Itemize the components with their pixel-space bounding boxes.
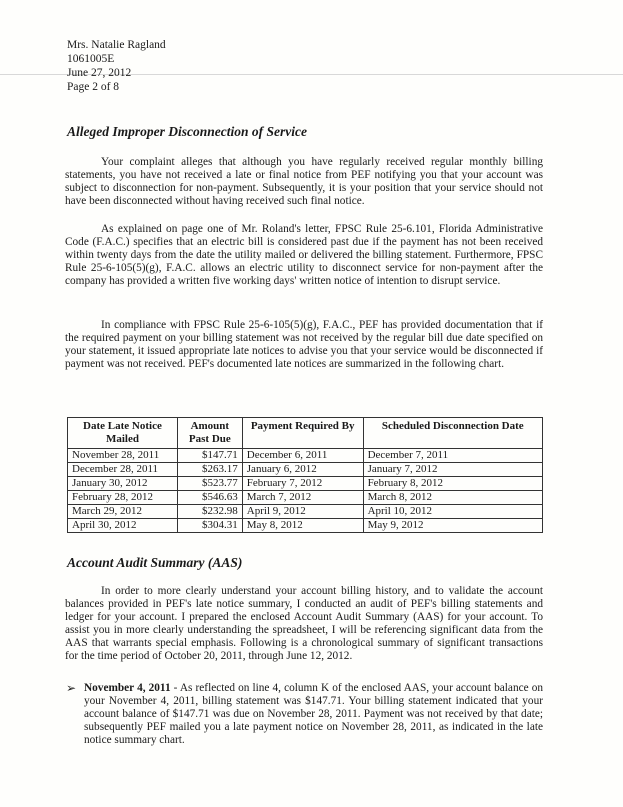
table-cell: $546.63 [177, 491, 242, 505]
table-cell: February 7, 2012 [242, 477, 363, 491]
paragraph-audit [65, 585, 543, 663]
table-cell: May 9, 2012 [363, 519, 542, 533]
table-cell: April 9, 2012 [242, 505, 363, 519]
table-cell: December 7, 2011 [363, 449, 542, 463]
table-header-row [68, 418, 543, 449]
table-cell: February 28, 2012 [68, 491, 178, 505]
table-row [68, 491, 543, 505]
paragraph-compliance-text: In compliance with FPSC Rule 25-6-105(5)(g), F.A.C., PEF has provided documentation that if the required payment on your billing statement was not received by the regular bill due date specified on your statement, it issued appropriate late notices to advise you that your service would be disconnected if payment was not received. PEF's documented late notices are summarized in the following chart. [65, 319, 543, 370]
table-cell: January 7, 2012 [363, 463, 542, 477]
table-cell: January 6, 2012 [242, 463, 363, 477]
table-row [68, 505, 543, 519]
table-cell: April 30, 2012 [68, 519, 178, 533]
table-cell: $232.98 [177, 505, 242, 519]
table-cell: $147.71 [177, 449, 242, 463]
bullet-lead-date: November 4, 2011 [84, 682, 171, 694]
table-row [68, 463, 543, 477]
column-header: Amount Past Due [177, 418, 242, 449]
account-number: 1061005E [67, 53, 115, 65]
column-header: Payment Required By [242, 418, 363, 449]
table-row [68, 477, 543, 491]
bullet-november-4 [66, 682, 543, 747]
table-cell: $304.31 [177, 519, 242, 533]
paragraph-audit-text: In order to more clearly understand your account billing history, and to validate the account balances provided in PEF's late notice summary, I conducted an audit of PEF's billing statements and ledger for your account. I prepared the enclosed Account Audit Summary (AAS) for your account. To assist you in more clearly understanding the spreadsheet, I will be referencing significant data from the AAS that warrants special emphasis. Following is a chronological summary of significant transactions for the time period of October 20, 2011, through June 12, 2012. [65, 585, 543, 662]
table-cell: $523.77 [177, 477, 242, 491]
letter-date: June 27, 2012 [67, 67, 132, 79]
recipient-name: Mrs. Natalie Ragland [67, 39, 166, 51]
table-cell: March 7, 2012 [242, 491, 363, 505]
late-notice-table [67, 417, 543, 533]
table-cell: April 10, 2012 [363, 505, 542, 519]
page-number: Page 2 of 8 [67, 81, 120, 93]
table-cell: December 28, 2011 [68, 463, 178, 477]
paragraph-complaint-text: Your complaint alleges that although you have regularly received regular monthly billing statements, you have not received a late or final notice from PEF notifying you that your account was subject to disconnection for non-payment. Subsequently, it is your position that your service should not have been disconnected without having received such final notice. [65, 156, 543, 207]
table-cell: May 8, 2012 [242, 519, 363, 533]
table-cell: January 30, 2012 [68, 477, 178, 491]
column-header: Scheduled Disconnection Date [363, 418, 542, 449]
table-row [68, 449, 543, 463]
table-cell: $263.17 [177, 463, 242, 477]
table-cell: November 28, 2011 [68, 449, 178, 463]
table-cell: March 29, 2012 [68, 505, 178, 519]
section-title-disconnection: Alleged Improper Disconnection of Service [67, 124, 307, 139]
table-cell: February 8, 2012 [363, 477, 542, 491]
table-cell: December 6, 2011 [242, 449, 363, 463]
paragraph-compliance [65, 319, 543, 371]
letter-header [67, 38, 166, 94]
arrow-bullet-icon: ➢ [66, 681, 77, 695]
bullet-text-block [84, 682, 543, 747]
table-row [68, 519, 543, 533]
paragraph-rule [65, 223, 543, 288]
paragraph-rule-text: As explained on page one of Mr. Roland's letter, FPSC Rule 25-6.101, Florida Administrative Code (F.A.C.) specifies that an electric bill is considered past due if the payment has not been received within twenty days from the date the utility mailed or delivered the billing statement. Furthermore, FPSC Rule 25-6-105(5)(g), F.A.C. allows an electric utility to disconnect service for non-payment after the company has provided a written five working days' written notice of intention to disrupt service. [65, 223, 543, 287]
section-title-audit: Account Audit Summary (AAS) [67, 555, 243, 570]
table-cell: March 8, 2012 [363, 491, 542, 505]
bullet-body: - As reflected on line 4, column K of the enclosed AAS, your account balance on your November 4, 2011, billing statement was $147.71. Your billing statement indicated that your account balance of $147.71 was due on November 28, 2011. Payment was not received by that date; subsequently PEF mailed you a late payment notice on November 28, 2011, as indicated in the late notice summary chart. [84, 682, 544, 746]
column-header: Date Late Notice Mailed [68, 418, 178, 449]
paragraph-complaint [65, 156, 543, 208]
